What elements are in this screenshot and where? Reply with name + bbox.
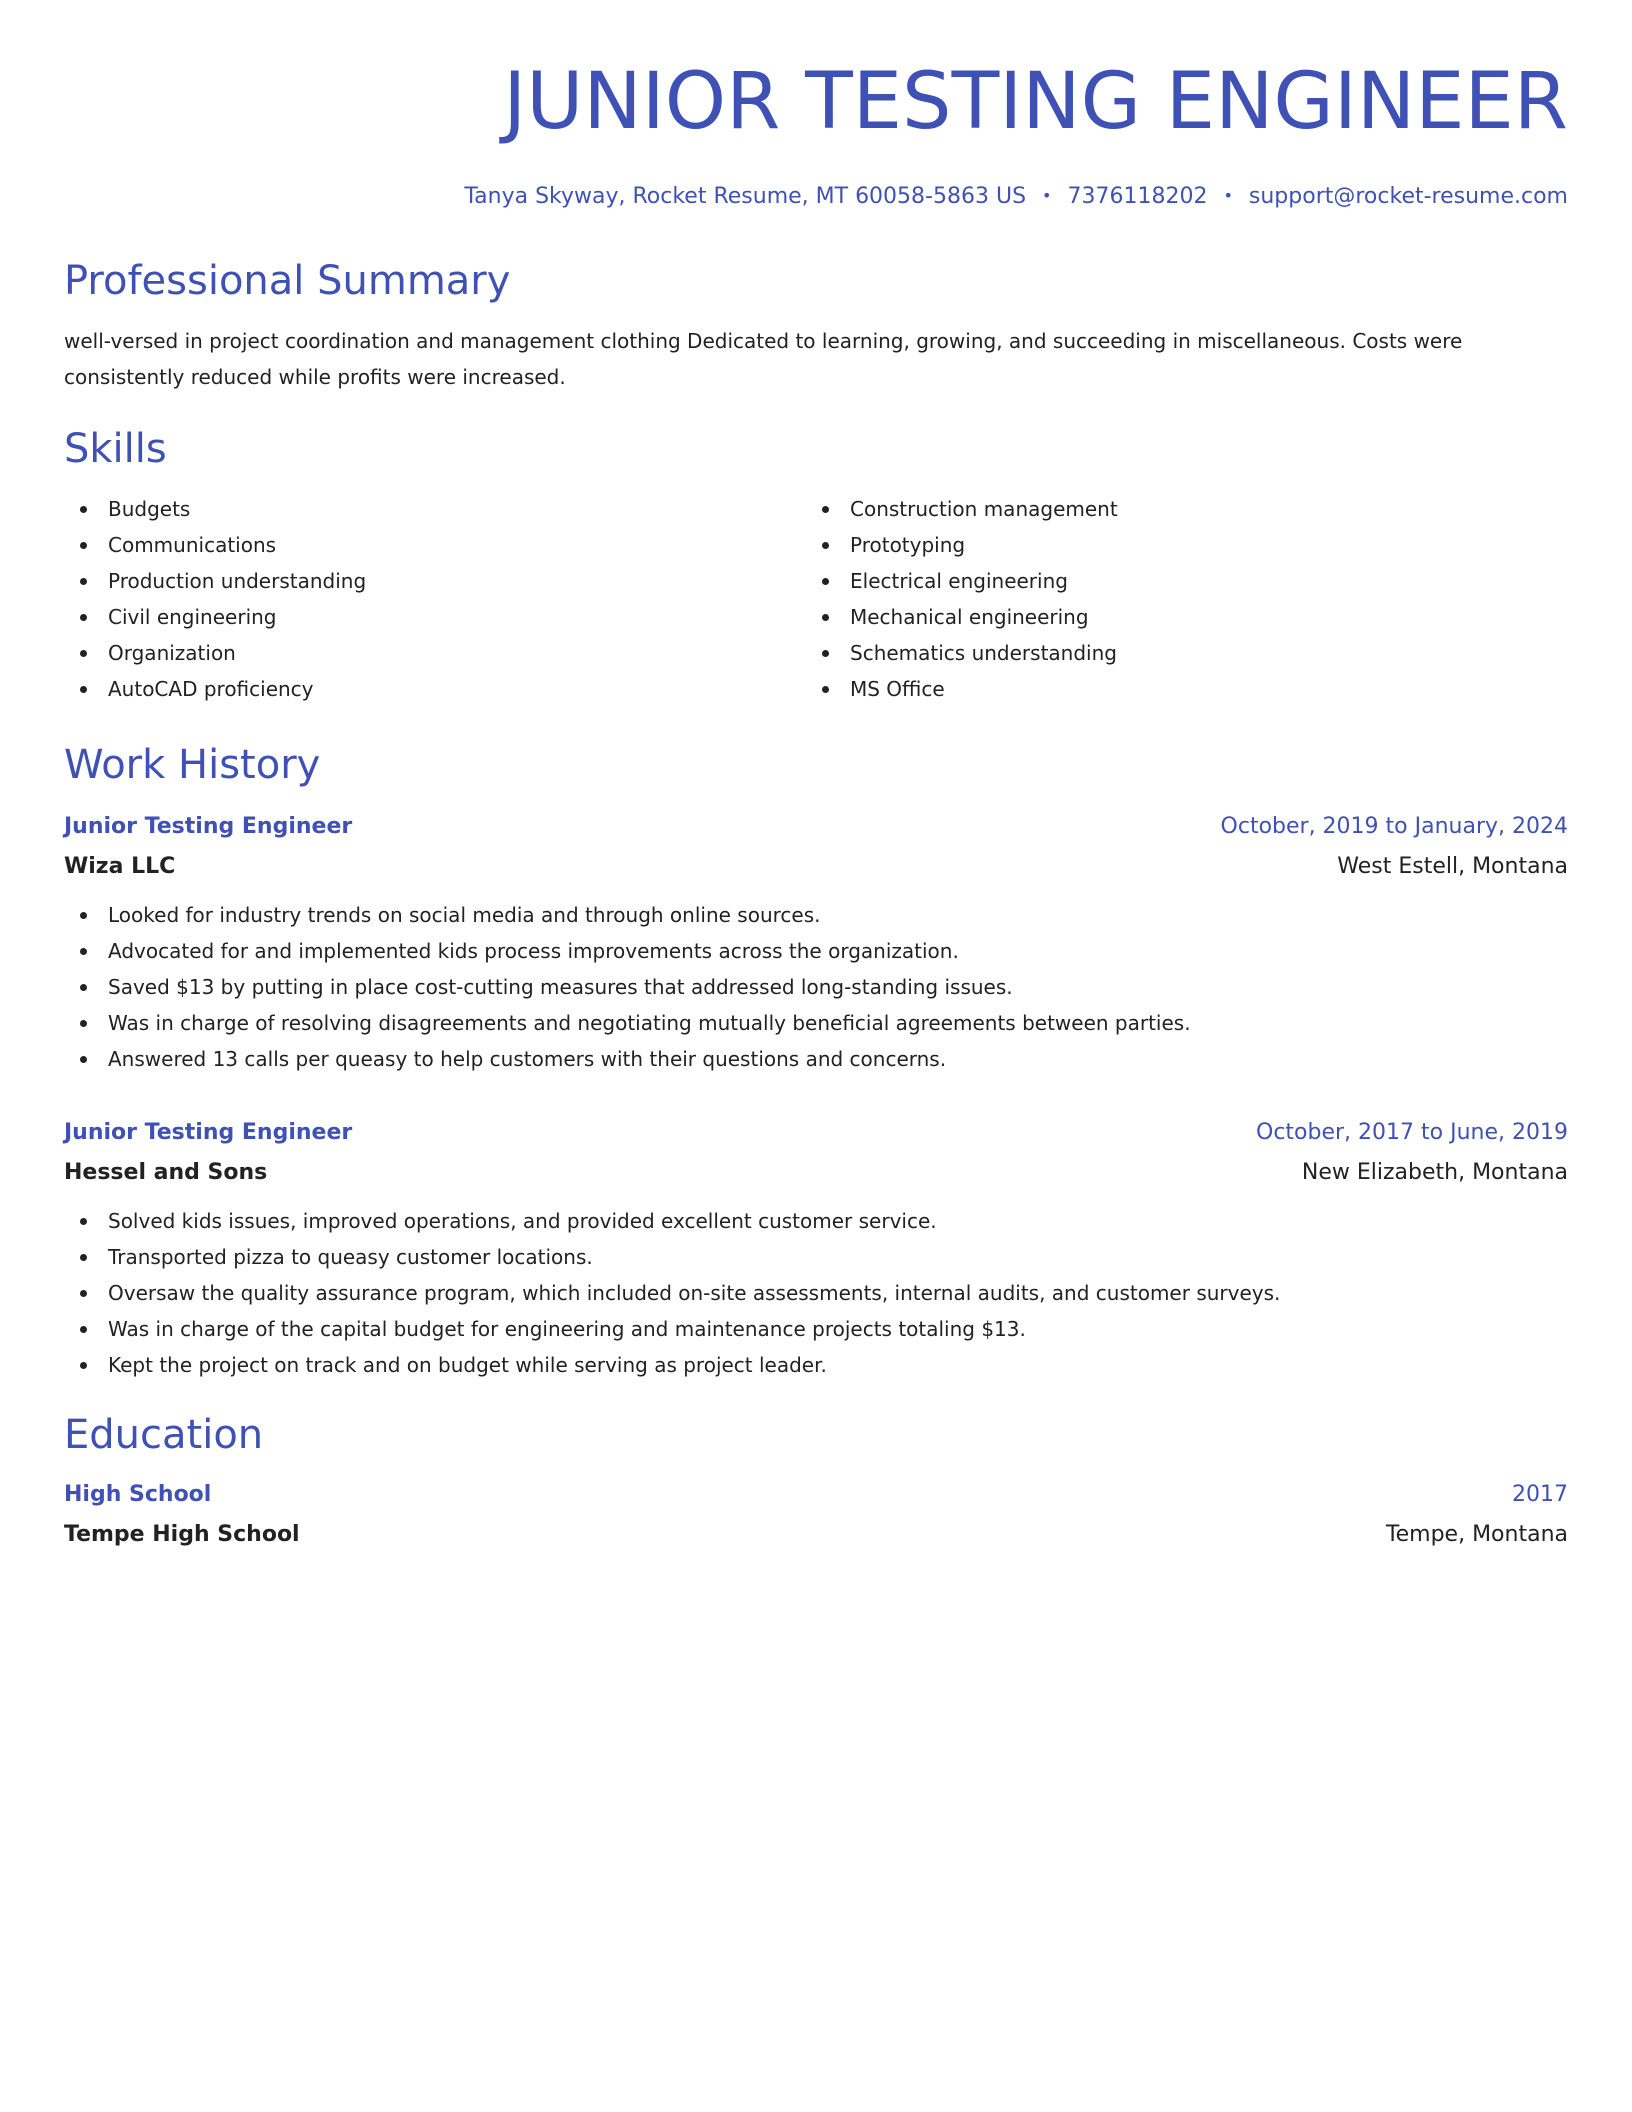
skill-item: Prototyping: [806, 527, 1548, 563]
skill-item: Mechanical engineering: [806, 599, 1548, 635]
skill-item: Communications: [64, 527, 806, 563]
education-school: Tempe High School: [64, 1522, 300, 1547]
skill-item: Production understanding: [64, 563, 806, 599]
summary-text: well-versed in project coordination and management clothing Dedicated to learning, growing, and succeeding in miscellaneous. Costs were consistently reduced while profits were increased.: [64, 329, 1463, 389]
education-header-row: [64, 1475, 1568, 1515]
job-entry: [64, 807, 1568, 1077]
contact-separator: •: [1223, 186, 1233, 205]
section-title-summary: Professional Summary: [64, 258, 511, 304]
section-title-education: Education: [64, 1412, 264, 1458]
job-header-row: [64, 807, 1568, 847]
job-title: Junior Testing Engineer: [64, 814, 353, 839]
job-header-row: [64, 1113, 1568, 1153]
job-bullet: Answered 13 calls per queasy to help customers with their questions and concerns.: [64, 1041, 1568, 1077]
resume-title: JUNIOR TESTING ENGINEER: [503, 57, 1568, 147]
job-bullet: Saved $13 by putting in place cost-cutting measures that addressed long-standing issues.: [64, 969, 1568, 1005]
skills-column-right: [806, 491, 1548, 707]
contact-line: [64, 182, 1568, 213]
job-location: New Elizabeth, Montana: [1301, 1160, 1568, 1185]
job-bullet: Solved kids issues, improved operations, and provided excellent customer service.: [64, 1203, 1568, 1239]
contact-separator: •: [1042, 186, 1052, 205]
job-entry: [64, 1113, 1568, 1383]
education-degree: High School: [64, 1482, 212, 1507]
job-bullet-list: [64, 897, 1568, 1077]
education-location: Tempe, Montana: [1385, 1522, 1568, 1547]
job-dates: October, 2017 to June, 2019: [1256, 1120, 1568, 1145]
resume-page: [64, 0, 1568, 1555]
contact-phone: 7376118202: [1067, 184, 1208, 209]
job-bullet: Advocated for and implemented kids process improvements across the organization.: [64, 933, 1568, 969]
job-bullet: Transported pizza to queasy customer locations.: [64, 1239, 1568, 1275]
skills-grid: [64, 491, 1568, 707]
job-company: Wiza LLC: [64, 854, 176, 879]
job-bullet: Oversaw the quality assurance program, which included on-site assessments, internal audits, and customer surveys.: [64, 1275, 1568, 1311]
job-company-row: [64, 1153, 1568, 1193]
skill-item: AutoCAD proficiency: [64, 671, 806, 707]
job-bullet: Looked for industry trends on social media and through online sources.: [64, 897, 1568, 933]
job-company: Hessel and Sons: [64, 1160, 268, 1185]
skill-item: Construction management: [806, 491, 1548, 527]
job-company-row: [64, 847, 1568, 887]
section-title-work-history: Work History: [64, 742, 321, 788]
job-title: Junior Testing Engineer: [64, 1120, 353, 1145]
job-dates: October, 2019 to January, 2024: [1220, 814, 1568, 839]
job-bullet: Was in charge of the capital budget for engineering and maintenance projects totaling $13.: [64, 1311, 1568, 1347]
job-location: West Estell, Montana: [1337, 854, 1568, 879]
education-entry: [64, 1475, 1568, 1555]
skill-item: Electrical engineering: [806, 563, 1548, 599]
education-year: 2017: [1512, 1482, 1568, 1507]
section-title-skills: Skills: [64, 426, 167, 472]
contact-address: Tanya Skyway, Rocket Resume, MT 60058-5863 US: [464, 184, 1027, 209]
skill-item: Schematics understanding: [806, 635, 1548, 671]
skills-column-left: [64, 491, 806, 707]
skill-item: Budgets: [64, 491, 806, 527]
skill-item: Civil engineering: [64, 599, 806, 635]
job-bullet-list: [64, 1203, 1568, 1383]
education-school-row: [64, 1515, 1568, 1555]
job-bullet: Was in charge of resolving disagreements and negotiating mutually beneficial agreements between parties.: [64, 1005, 1568, 1041]
skill-item: Organization: [64, 635, 806, 671]
skill-item: MS Office: [806, 671, 1548, 707]
contact-email[interactable]: support@rocket-resume.com: [1248, 184, 1568, 209]
job-bullet: Kept the project on track and on budget while serving as project leader.: [64, 1347, 1568, 1383]
